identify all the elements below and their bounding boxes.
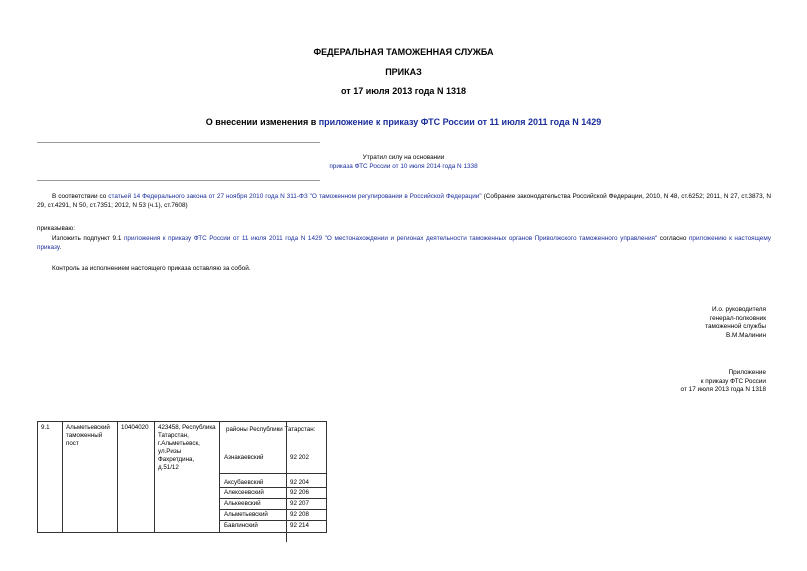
district-code: 92 214 <box>290 522 309 529</box>
appendix-line2: к приказу ФТС России <box>700 377 766 385</box>
p2-prefix: Изложить подпункт 9.1 <box>52 235 124 242</box>
p2-end: . <box>59 243 62 251</box>
cell-code: 10404020 <box>118 422 155 533</box>
signature-line4: В.М.Малинин <box>725 331 766 339</box>
appendix-line3: от 17 июля 2013 года N 1318 <box>680 386 766 393</box>
status-link[interactable]: приказа ФТС России от 10 июля 2014 года N 1338 <box>329 162 478 170</box>
district-code: 92 206 <box>290 489 309 496</box>
p1-suffix: (Собрание законодательства Российской Федерации, 2010, N 48, ст.6252; 2011, N 27, ст.3873, N 29, ст.4291, N 50, ст.7351; 2012, N 53 (ч.1), ст.7608) <box>37 193 771 209</box>
p1-prefix: В соответствии со <box>52 193 109 200</box>
appendix-order-link[interactable]: приложения к приказу ФТС России от 11 июля 2011 года N 1429 "О местонахождении и регионах деятельности таможенных органов Приволжского таможенного управления" <box>123 235 658 242</box>
district-name: Аксубаевский <box>224 479 264 486</box>
p2-mid: согласно <box>657 235 689 242</box>
appendix-link[interactable]: приложению к настоящему приказу <box>37 235 771 251</box>
cell-districts <box>220 422 327 533</box>
district-name: Альметьевский <box>224 511 268 518</box>
signature-block <box>705 306 766 340</box>
status-note <box>0 154 807 171</box>
doc-date-number: от 17 июля 2013 года N 1318 <box>341 86 466 96</box>
divider-top <box>37 142 320 143</box>
district-name: Алькеевский <box>224 500 261 507</box>
district-name: Бавлинский <box>224 522 258 529</box>
signature-line1: И.о. руководителя <box>712 306 766 313</box>
status-line1: Утратил силу на основании <box>362 154 445 161</box>
appendix-line1: Приложение <box>728 369 766 376</box>
paragraph-basis <box>37 193 771 210</box>
divider-bottom <box>37 180 320 181</box>
signature-line3: таможенной службы <box>705 323 766 330</box>
appendix-block <box>681 369 766 395</box>
doc-title <box>0 117 807 127</box>
district-name: Алексеевский <box>224 489 264 496</box>
doc-title-prefix: О внесении изменения в <box>205 117 319 127</box>
district-code: 92 204 <box>290 479 309 486</box>
agency-title: ФЕДЕРАЛЬНАЯ ТАМОЖЕННАЯ СЛУЖБА <box>313 47 494 57</box>
signature-line2: генерал-полковник <box>709 314 766 322</box>
district-code: 92 202 <box>290 454 309 461</box>
control-paragraph: Контроль за исполнением настоящего приказа оставляю за собой. <box>52 265 251 272</box>
paragraph-amend <box>37 235 771 252</box>
cell-post-name: Альметьевский таможенный пост <box>63 422 118 533</box>
doc-title-link[interactable]: приложение к приказу ФТС России от 11 июля 2011 года N 1429 <box>318 117 602 127</box>
district-name: Азнакаевский <box>224 454 264 461</box>
table-row <box>38 422 327 533</box>
orders-text: приказываю: <box>37 225 75 232</box>
district-code: 92 208 <box>290 511 309 518</box>
customs-table <box>37 421 327 533</box>
doc-type: ПРИКАЗ <box>385 67 422 77</box>
district-header: районы Республики Татарстан: <box>226 426 316 433</box>
cell-address: 423458, Республика Татарстан, г.Альметьевск, ул.Ризы Фахретдина, д.51/12 <box>155 422 220 533</box>
district-code: 92 207 <box>290 500 309 507</box>
law-link[interactable]: статьей 14 Федерального закона от 27 ноября 2010 года N 311-ФЗ "О таможенном регулировании в Российской Федерации" <box>108 193 482 200</box>
cell-num: 9.1 <box>38 422 63 533</box>
